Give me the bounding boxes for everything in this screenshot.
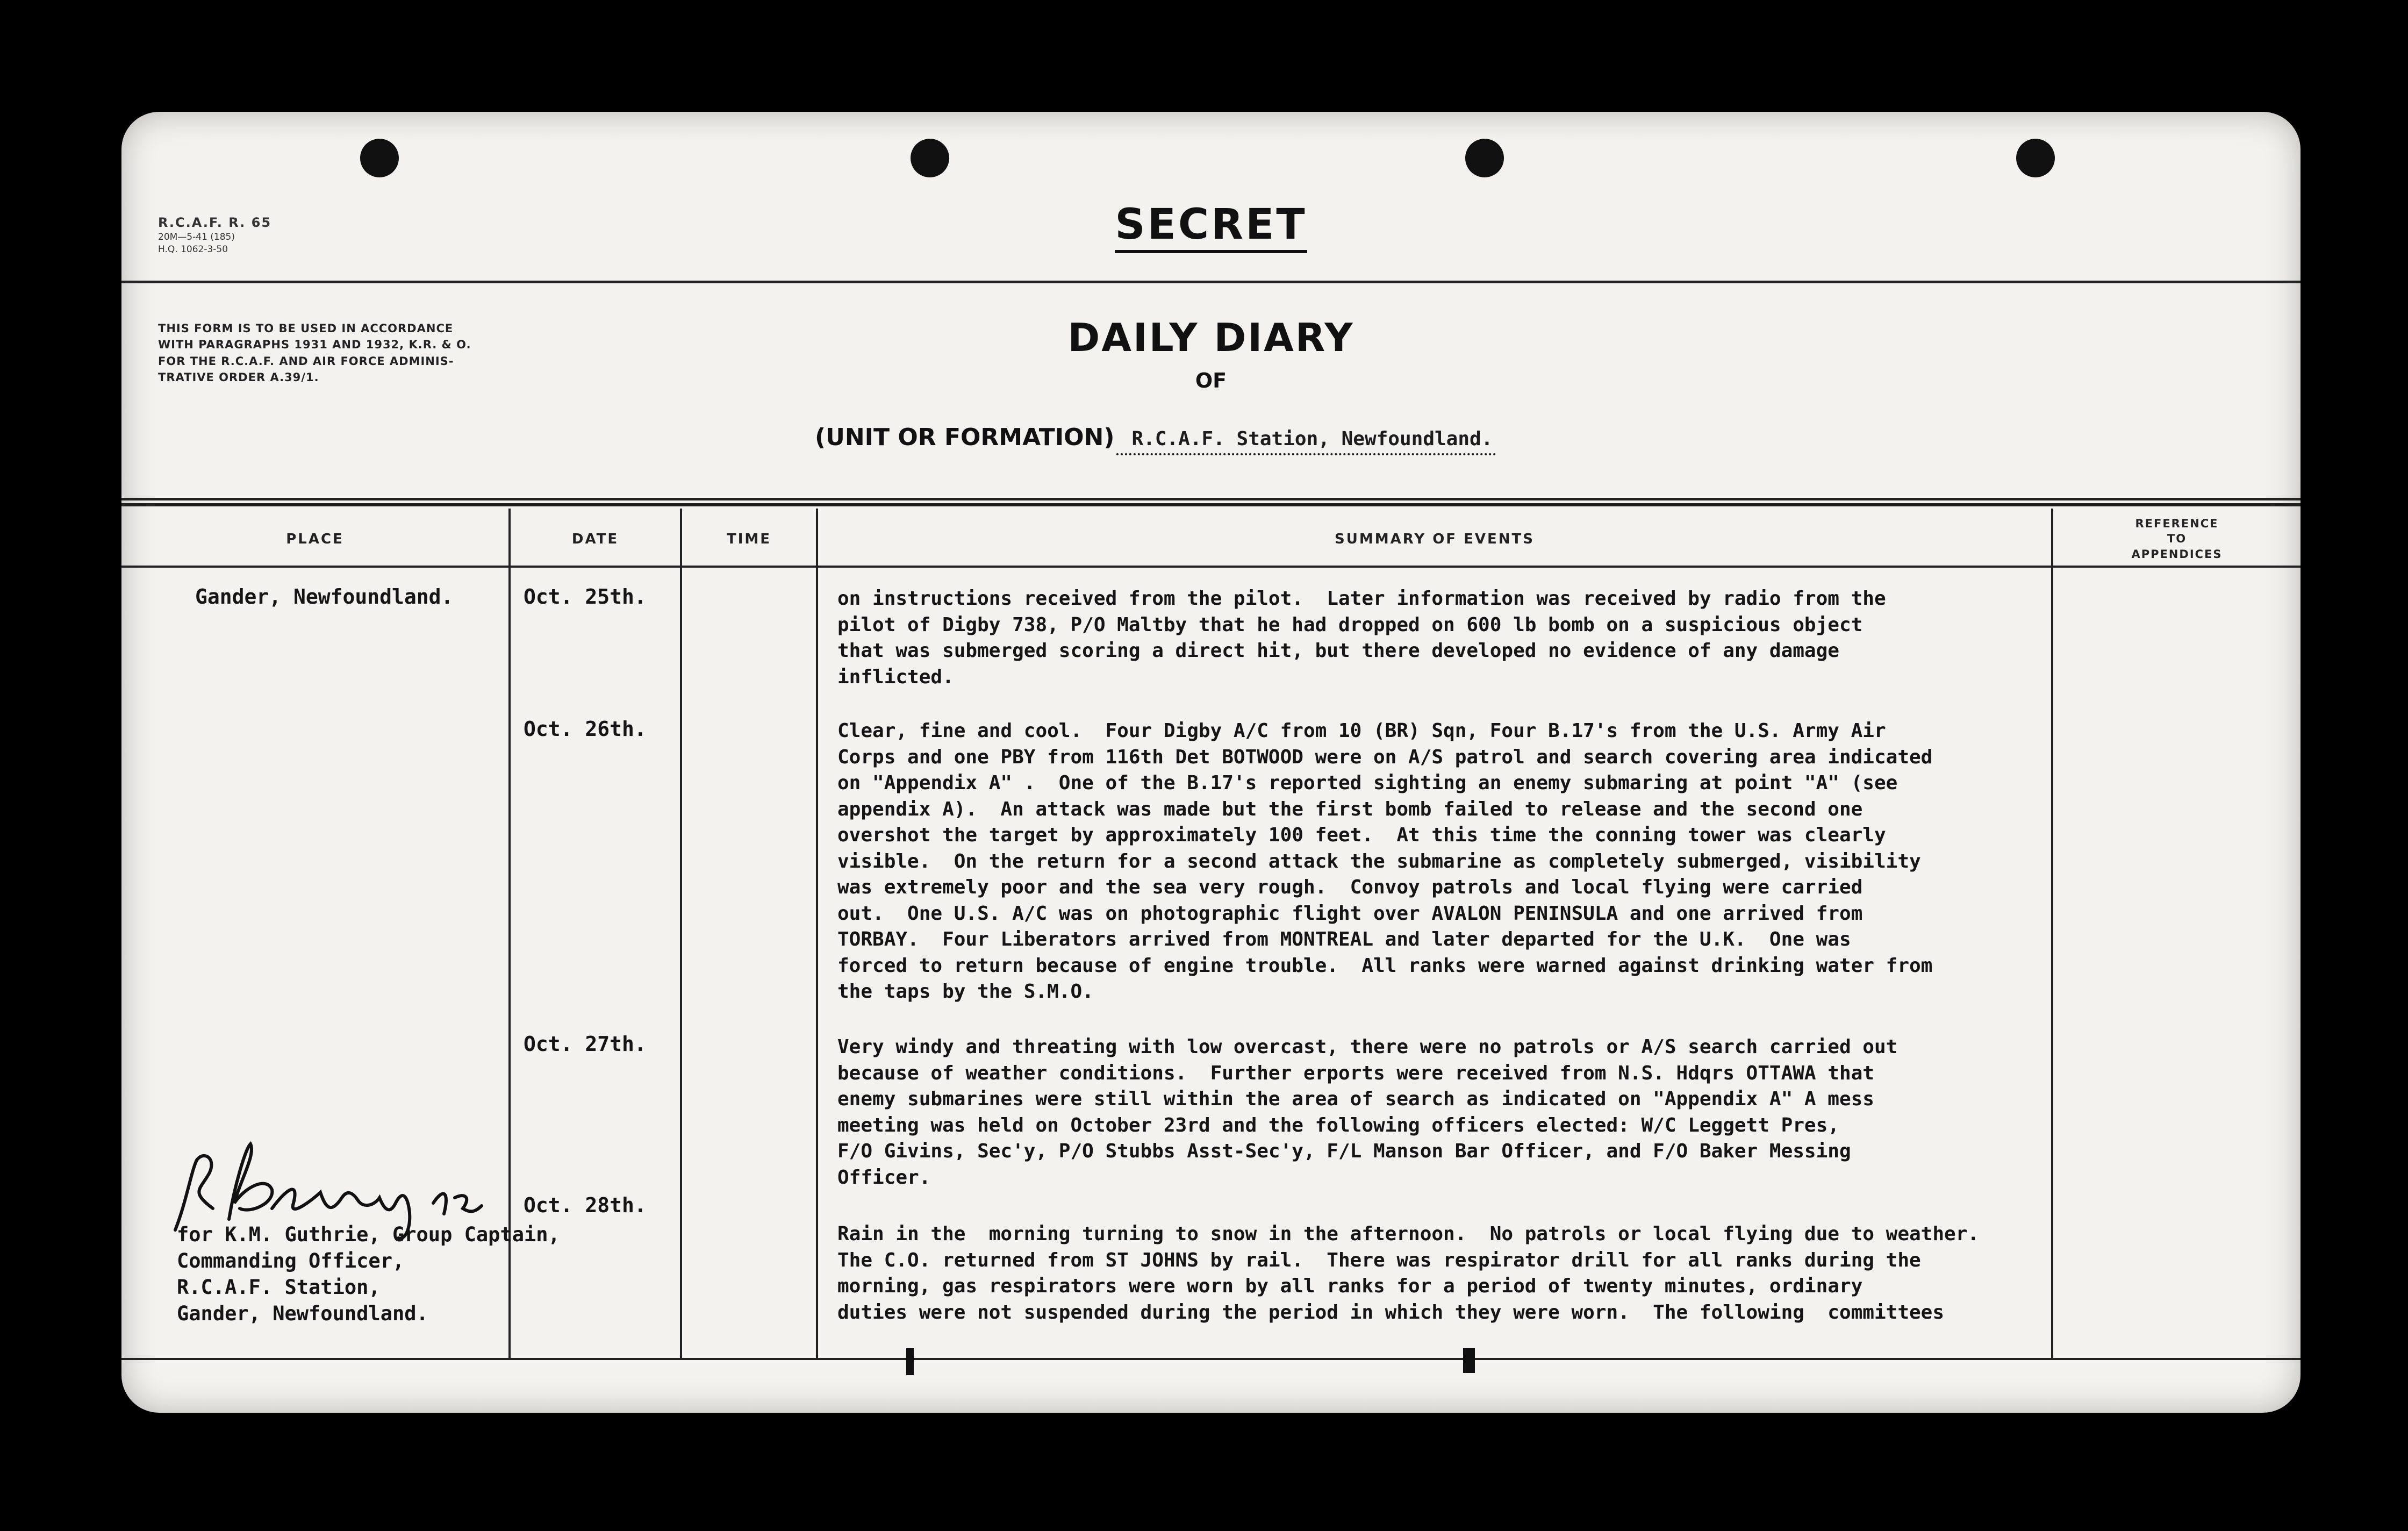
title-of: OF [1195,369,1227,392]
date-cell: Oct. 27th. [524,1032,647,1056]
summary-line: on "Appendix A" . One of the B.17's reported sighting an enemy submaring at point "A" (see [837,772,1898,794]
summary-line: Very windy and threating with low overcast, there were no patrols or A/S search carried out [837,1036,1898,1058]
date-cell: Oct. 25th. [524,585,647,609]
reference-header-line: REFERENCE [2135,517,2219,530]
summary-line: because of weather conditions. Further erports were received from N.S. Hdqrs OTTAWA that [837,1062,1874,1084]
summary-entry [837,1221,2187,1326]
summary-line: visible. On the return for a second attack the submarine as completely submerged, visibility [837,850,1921,872]
form-hq-code: H.Q. 1062-3-50 [158,244,228,255]
bottom-tick [906,1348,914,1375]
page-title: DAILY DIARY [1067,315,1354,360]
date-cell: Oct. 26th. [524,717,647,741]
column-header-time: TIME [726,531,772,547]
signatory-title: Commanding Officer, [177,1249,405,1272]
summary-line: meeting was held on October 23rd and the following officers elected: W/C Leggett Pres, [837,1114,1839,1136]
divider [121,566,2300,568]
form-print-code: 20M—5-41 (185) [158,232,235,243]
summary-line: The C.O. returned from ST JOHNS by rail. There was respirator drill for all ranks during the [837,1249,1921,1271]
instruction-line: FOR THE R.C.A.F. AND AIR FORCE ADMINIS- [158,354,454,368]
unit-label: (UNIT OR FORMATION) [815,424,1115,451]
form-number: R.C.A.F. R. 65 [158,215,272,230]
classification-heading [121,201,2300,249]
place-cell: Gander, Newfoundland. [195,585,454,609]
summary-line: pilot of Digby 738, P/O Maltby that he had dropped on 600 lb bomb on a suspicious object [837,613,1863,636]
punch-hole [360,139,399,177]
divider [121,498,2300,500]
punch-hole [1465,139,1504,177]
column-divider [816,509,818,1359]
unit-value: R.C.A.F. Station, Newfoundland. [1116,428,1496,455]
column-header-place: PLACE [286,531,344,547]
reference-header-line: APPENDICES [2131,547,2223,561]
summary-line: inflicted. [837,666,954,688]
signatory-unit: R.C.A.F. Station, [177,1276,381,1299]
summary-entry [837,718,2187,1005]
summary-line: appendix A). An attack was made but the first bomb failed to release and the second one [837,798,1863,820]
diary-card [121,112,2300,1413]
column-header-summary: SUMMARY OF EVENTS [1335,531,1535,547]
summary-line: Rain in the morning turning to snow in the afternoon. No patrols or local flying due to weather. [837,1223,1980,1245]
classification-text: SECRET [1115,201,1307,253]
summary-line: on instructions received from the pilot. Later information was received by radio from the [837,588,1886,610]
divider [121,1358,2300,1360]
signatory [177,1221,560,1327]
summary-line: duties were not suspended during the period in which they were worn. The following committees [837,1301,1945,1323]
instruction-line: THIS FORM IS TO BE USED IN ACCORDANCE [158,322,454,335]
summary-line: forced to return because of engine trouble. All ranks were warned against drinking water from [837,954,1933,977]
summary-line: the taps by the S.M.O. [837,981,1094,1003]
summary-line: overshot the target by approximately 100 feet. At this time the conning tower was clearly [837,824,1886,846]
column-divider [680,509,682,1359]
signatory-name: for K.M. Guthrie, Group Captain, [177,1223,560,1246]
summary-line: out. One U.S. A/C was on photographic flight over AVALON PENINSULA and one arrived from [837,902,1863,925]
date-cell: Oct. 28th. [524,1193,647,1217]
summary-line: Officer. [837,1166,931,1189]
summary-entry [837,586,2187,690]
summary-entry [837,1034,2187,1191]
summary-line: morning, gas respirators were worn by all ranks for a period of twenty minutes, ordinary [837,1275,1863,1297]
column-header-date: DATE [571,531,619,547]
unit-row [815,424,1496,455]
summary-line: F/O Givins, Sec'y, P/O Stubbs Asst-Sec'y, F/L Manson Bar Officer, and F/O Baker Messing [837,1140,1851,1162]
summary-line: that was submerged scoring a direct hit, but there developed no evidence of any damage [837,640,1839,662]
instruction-line: WITH PARAGRAPHS 1931 AND 1932, K.R. & O. [158,338,471,352]
punch-hole [2016,139,2055,177]
reference-header-line: TO [2167,532,2187,546]
summary-line: was extremely poor and the sea very rough. Convoy patrols and local flying were carried [837,876,1863,898]
instruction-line: TRATIVE ORDER A.39/1. [158,371,319,384]
bottom-tick [1463,1348,1475,1373]
column-header-reference [2053,516,2300,562]
summary-line: TORBAY. Four Liberators arrived from MONTREAL and later departed for the U.K. One was [837,928,1851,950]
signatory-location: Gander, Newfoundland. [177,1302,428,1325]
summary-line: Corps and one PBY from 116th Det BOTWOOD were on A/S patrol and search covering area indicated [837,746,1933,768]
divider [121,503,2300,506]
divider [121,281,2300,283]
punch-hole [911,139,949,177]
summary-line: Clear, fine and cool. Four Digby A/C from 10 (BR) Sqn, Four B.17's from the U.S. Army Air [837,720,1886,742]
summary-line: enemy submarines were still within the area of search as indicated on "Appendix A" A mess [837,1088,1874,1110]
